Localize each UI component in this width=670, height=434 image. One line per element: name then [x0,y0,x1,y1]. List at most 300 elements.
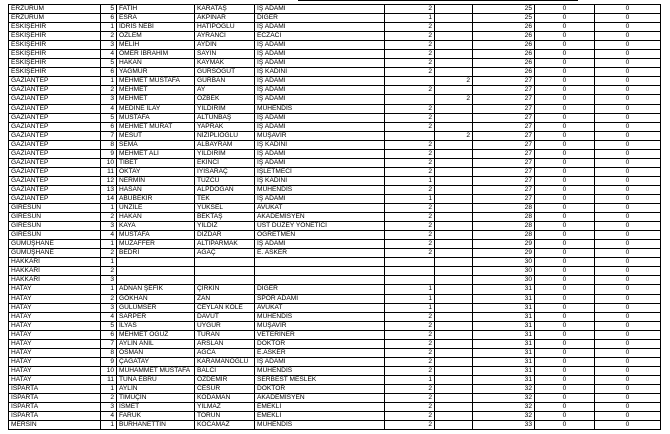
group-cell: 27 [473,185,535,194]
order-cell: 1 [101,23,117,32]
count-a-cell: 0 [535,357,595,366]
group-cell: 27 [473,86,535,95]
table-row [9,95,661,104]
order-cell: 8 [101,348,117,357]
count-b-cell: 0 [595,375,661,384]
value-a-cell: 1 [385,294,435,303]
count-a-cell: 0 [535,303,595,312]
table-row [9,32,661,41]
city-cell: ISPARTA [9,403,101,412]
count-b-cell: 0 [595,240,661,249]
value-a-cell: 2 [385,86,435,95]
table-row [9,412,661,421]
count-a-cell: 0 [535,403,595,412]
last-name-cell: YÜKSEL [195,204,255,213]
first-name-cell: OSMAN [117,348,195,357]
last-name-cell: CESUR [195,384,255,393]
count-a-cell: 0 [535,249,595,258]
profession-cell: ECZACI [255,32,385,41]
table-row [9,213,661,222]
value-b-cell [435,276,473,285]
city-cell: ERZURUM [9,5,101,14]
city-cell: GAZİANTEP [9,131,101,140]
table-row [9,321,661,330]
city-cell: HATAY [9,312,101,321]
city-cell: MERSİN [9,421,101,430]
value-b-cell [435,122,473,131]
table-row [9,77,661,86]
value-a-cell: 2 [385,384,435,393]
city-cell: ERZURUM [9,14,101,23]
value-b-cell [435,375,473,384]
group-cell: 26 [473,23,535,32]
count-b-cell: 0 [595,222,661,231]
first-name-cell: ÇAĞATAY [117,357,195,366]
count-a-cell: 0 [535,50,595,59]
last-name-cell: AĞCA [195,348,255,357]
value-b-cell [435,384,473,393]
last-name-cell: DAVUT [195,312,255,321]
order-cell: 3 [101,95,117,104]
count-a-cell: 0 [535,86,595,95]
count-b-cell: 0 [595,303,661,312]
order-cell: 2 [101,86,117,95]
order-cell: 2 [101,249,117,258]
value-a-cell: 2 [385,104,435,113]
value-b-cell [435,285,473,294]
count-b-cell: 0 [595,213,661,222]
order-cell: 1 [101,240,117,249]
first-name-cell: MUSTAFA [117,113,195,122]
value-a-cell: 2 [385,421,435,430]
value-a-cell: 1 [385,14,435,23]
order-cell: 9 [101,357,117,366]
group-cell: 29 [473,240,535,249]
table-row [9,421,661,430]
first-name-cell: MEHMET MUSTAFA [117,77,195,86]
value-b-cell [435,394,473,403]
city-cell: GİRESUN [9,213,101,222]
last-name-cell: IYISARAÇ [195,167,255,176]
city-cell: HATAY [9,366,101,375]
group-cell: 28 [473,204,535,213]
first-name-cell: YAĞMUR [117,68,195,77]
last-name-cell: GÜRBAN [195,77,255,86]
order-cell: 2 [101,394,117,403]
value-b-cell [435,149,473,158]
profession-cell: İŞ ADAMI [255,5,385,14]
city-cell: ESKİŞEHİR [9,32,101,41]
value-a-cell: 2 [385,231,435,240]
order-cell: 11 [101,375,117,384]
value-a-cell: 2 [385,312,435,321]
group-cell: 31 [473,330,535,339]
city-cell: HATAY [9,294,101,303]
profession-cell: DİĞER [255,285,385,294]
last-name-cell: ALBAYRAM [195,140,255,149]
group-cell: 30 [473,258,535,267]
table-row [9,131,661,140]
profession-cell: İŞ ADAMI [255,122,385,131]
city-cell: HATAY [9,357,101,366]
count-b-cell: 0 [595,366,661,375]
group-cell: 28 [473,222,535,231]
value-a-cell: 2 [385,339,435,348]
city-cell: GÜMÜŞHANE [9,240,101,249]
value-b-cell [435,86,473,95]
first-name-cell: TİMUÇİN [117,394,195,403]
value-b-cell [435,421,473,430]
value-a-cell: 2 [385,330,435,339]
first-name-cell: HAKAN [117,59,195,68]
count-a-cell: 0 [535,32,595,41]
profession-cell: DİĞER [255,14,385,23]
city-cell: HATAY [9,303,101,312]
city-cell: GAZİANTEP [9,176,101,185]
group-cell: 26 [473,68,535,77]
count-a-cell: 0 [535,68,595,77]
city-cell: GAZİANTEP [9,122,101,131]
count-a-cell: 0 [535,222,595,231]
value-b-cell [435,176,473,185]
count-a-cell: 0 [535,131,595,140]
count-b-cell: 0 [595,194,661,203]
first-name-cell: MEHMET ALİ [117,149,195,158]
first-name-cell: MEHMET [117,86,195,95]
value-a-cell: 2 [385,394,435,403]
profession-cell: SPOR ADAMI [255,294,385,303]
value-a-cell: 2 [385,113,435,122]
profession-cell: İŞ ADAMI [255,50,385,59]
last-name-cell: BEKTAŞ [195,213,255,222]
profession-cell: AVUKAT [255,204,385,213]
value-b-cell [435,249,473,258]
profession-cell: VETERİNER [255,330,385,339]
count-a-cell: 0 [535,194,595,203]
city-cell: GAZİANTEP [9,95,101,104]
table-row [9,194,661,203]
value-b-cell [435,348,473,357]
first-name-cell: BEDRİ [117,249,195,258]
last-name-cell: KARAMANOĞLU [195,357,255,366]
count-b-cell: 0 [595,86,661,95]
value-a-cell: 2 [385,366,435,375]
value-b-cell [435,330,473,339]
order-cell: 4 [101,312,117,321]
group-cell: 27 [473,158,535,167]
city-cell: ESKİŞEHİR [9,50,101,59]
value-a-cell: 1 [385,176,435,185]
last-name-cell: TEK [195,194,255,203]
count-b-cell: 0 [595,285,661,294]
value-b-cell [435,258,473,267]
value-b-cell [435,303,473,312]
table-body [9,5,661,430]
city-cell: ESKİŞEHİR [9,23,101,32]
order-cell: 3 [101,222,117,231]
order-cell: 5 [101,5,117,14]
profession-cell: E.ASKER [255,348,385,357]
count-b-cell: 0 [595,149,661,158]
count-a-cell: 0 [535,14,595,23]
count-a-cell: 0 [535,158,595,167]
profession-cell: İŞ ADAMI [255,41,385,50]
first-name-cell: MUZAFFER [117,240,195,249]
group-cell: 28 [473,231,535,240]
count-a-cell: 0 [535,258,595,267]
count-a-cell: 0 [535,213,595,222]
group-cell: 31 [473,348,535,357]
value-b-cell [435,412,473,421]
count-a-cell: 0 [535,122,595,131]
order-cell: 2 [101,213,117,222]
profession-cell: DOKTOR [255,339,385,348]
value-a-cell: 2 [385,158,435,167]
profession-cell: E. ASKER [255,249,385,258]
last-name-cell: YILDIZ [195,222,255,231]
order-cell: 2 [101,267,117,276]
count-b-cell: 0 [595,131,661,140]
city-cell: GAZİANTEP [9,140,101,149]
group-cell: 27 [473,77,535,86]
group-cell: 31 [473,303,535,312]
order-cell: 3 [101,403,117,412]
table-row [9,104,661,113]
value-b-cell [435,32,473,41]
order-cell: 3 [101,303,117,312]
city-cell: ESKİŞEHİR [9,68,101,77]
group-cell: 32 [473,384,535,393]
order-cell: 9 [101,149,117,158]
city-cell: HAKKARİ [9,267,101,276]
last-name-cell: ÖZDEMİR [195,375,255,384]
profession-cell [255,276,385,285]
last-name-cell: ALTIPARMAK [195,240,255,249]
city-cell: GAZİANTEP [9,185,101,194]
count-a-cell: 0 [535,113,595,122]
value-b-cell: 2 [435,77,473,86]
first-name-cell: NERMİN [117,176,195,185]
table-row [9,50,661,59]
order-cell: 3 [101,276,117,285]
value-b-cell [435,41,473,50]
table-row [9,122,661,131]
value-b-cell [435,68,473,77]
value-a-cell: 2 [385,249,435,258]
last-name-cell: NİZİPLİOĞLU [195,131,255,140]
value-a-cell: 2 [385,122,435,131]
first-name-cell [117,276,195,285]
profession-cell: SERBEST MESLEK [255,375,385,384]
value-a-cell [385,77,435,86]
count-a-cell: 0 [535,394,595,403]
value-a-cell [385,131,435,140]
table-row [9,276,661,285]
first-name-cell: ÖMER İBRAHİM [117,50,195,59]
profession-cell: İŞ ADAMI [255,95,385,104]
group-cell: 32 [473,394,535,403]
table-row [9,384,661,393]
last-name-cell: GÜRSOĞUT [195,68,255,77]
last-name-cell: HATİPOĞLU [195,23,255,32]
count-a-cell: 0 [535,276,595,285]
city-cell: GAZİANTEP [9,149,101,158]
order-cell: 6 [101,122,117,131]
table-row [9,348,661,357]
count-a-cell: 0 [535,384,595,393]
value-b-cell [435,294,473,303]
first-name-cell [117,258,195,267]
table-row [9,158,661,167]
count-b-cell: 0 [595,32,661,41]
first-name-cell: HAKAN [117,213,195,222]
count-b-cell: 0 [595,421,661,430]
first-name-cell: TUNA EBRU [117,375,195,384]
table-row [9,303,661,312]
table-row [9,249,661,258]
first-name-cell: GÜLÜMSER [117,303,195,312]
order-cell: 7 [101,131,117,140]
count-b-cell: 0 [595,384,661,393]
count-b-cell: 0 [595,312,661,321]
order-cell: 7 [101,339,117,348]
profession-cell: AKADEMİSYEN [255,394,385,403]
data-table [8,4,661,430]
profession-cell: MÜHENDİS [255,104,385,113]
value-b-cell [435,167,473,176]
order-cell: 4 [101,104,117,113]
value-b-cell [435,59,473,68]
group-cell: 31 [473,285,535,294]
group-cell: 27 [473,113,535,122]
count-a-cell: 0 [535,240,595,249]
last-name-cell: ALTUNBAŞ [195,113,255,122]
count-b-cell: 0 [595,140,661,149]
profession-cell: İŞ ADAMI [255,357,385,366]
group-cell: 27 [473,176,535,185]
value-b-cell [435,194,473,203]
first-name-cell: SARPER [117,312,195,321]
last-name-cell: ALPDOĞAN [195,185,255,194]
group-cell: 33 [473,421,535,430]
group-cell: 27 [473,131,535,140]
count-b-cell: 0 [595,185,661,194]
count-a-cell: 0 [535,330,595,339]
count-a-cell: 0 [535,5,595,14]
count-a-cell: 0 [535,267,595,276]
count-b-cell: 0 [595,231,661,240]
count-b-cell: 0 [595,403,661,412]
value-a-cell: 2 [385,321,435,330]
value-b-cell [435,140,473,149]
value-b-cell [435,312,473,321]
table-row [9,357,661,366]
table-row [9,113,661,122]
order-cell: 2 [101,32,117,41]
group-cell: 31 [473,339,535,348]
profession-cell: MÜHENDİS [255,366,385,375]
count-a-cell: 0 [535,104,595,113]
group-cell: 27 [473,104,535,113]
table-row [9,240,661,249]
profession-cell: İŞ KADINI [255,68,385,77]
group-cell: 29 [473,249,535,258]
value-a-cell: 1 [385,285,435,294]
last-name-cell: ARSLAN [195,339,255,348]
city-cell: ISPARTA [9,394,101,403]
value-a-cell [385,276,435,285]
table-row [9,185,661,194]
count-a-cell: 0 [535,294,595,303]
order-cell: 5 [101,59,117,68]
last-name-cell: KODAMAN [195,394,255,403]
value-a-cell: 2 [385,213,435,222]
table-row [9,86,661,95]
last-name-cell: AKPINAR [195,14,255,23]
last-name-cell: AĞAÇ [195,249,255,258]
count-b-cell: 0 [595,50,661,59]
first-name-cell: ESRA [117,14,195,23]
group-cell: 31 [473,294,535,303]
value-a-cell [385,95,435,104]
group-cell: 31 [473,312,535,321]
order-cell: 1 [101,384,117,393]
count-b-cell: 0 [595,267,661,276]
table-row [9,339,661,348]
table-row [9,312,661,321]
first-name-cell: FARUK [117,412,195,421]
table-row [9,5,661,14]
first-name-cell: HASAN [117,185,195,194]
group-cell: 32 [473,412,535,421]
last-name-cell: TURAN [195,330,255,339]
value-a-cell: 2 [385,348,435,357]
profession-cell: İŞLETMECİ [255,167,385,176]
last-name-cell: YILMAZ [195,403,255,412]
city-cell: GAZİANTEP [9,167,101,176]
value-b-cell [435,231,473,240]
order-cell: 3 [101,41,117,50]
table-row [9,176,661,185]
profession-cell: İŞ ADAMI [255,149,385,158]
order-cell: 4 [101,231,117,240]
order-cell: 8 [101,140,117,149]
city-cell: HAKKARİ [9,276,101,285]
value-a-cell: 1 [385,375,435,384]
count-a-cell: 0 [535,375,595,384]
table-row [9,41,661,50]
last-name-cell: CEYLAN KÖLE [195,303,255,312]
order-cell: 13 [101,185,117,194]
table-row [9,23,661,32]
first-name-cell: MEHMET [117,95,195,104]
first-name-cell: MESUT [117,131,195,140]
value-b-cell [435,240,473,249]
profession-cell: İŞ ADAMI [255,77,385,86]
table-row [9,14,661,23]
first-name-cell: FATİH [117,5,195,14]
city-cell: GÜMÜŞHANE [9,249,101,258]
count-a-cell: 0 [535,312,595,321]
value-b-cell [435,339,473,348]
value-b-cell [435,204,473,213]
table-row [9,140,661,149]
count-b-cell: 0 [595,95,661,104]
group-cell: 32 [473,403,535,412]
group-cell: 27 [473,149,535,158]
count-a-cell: 0 [535,176,595,185]
table-row [9,258,661,267]
